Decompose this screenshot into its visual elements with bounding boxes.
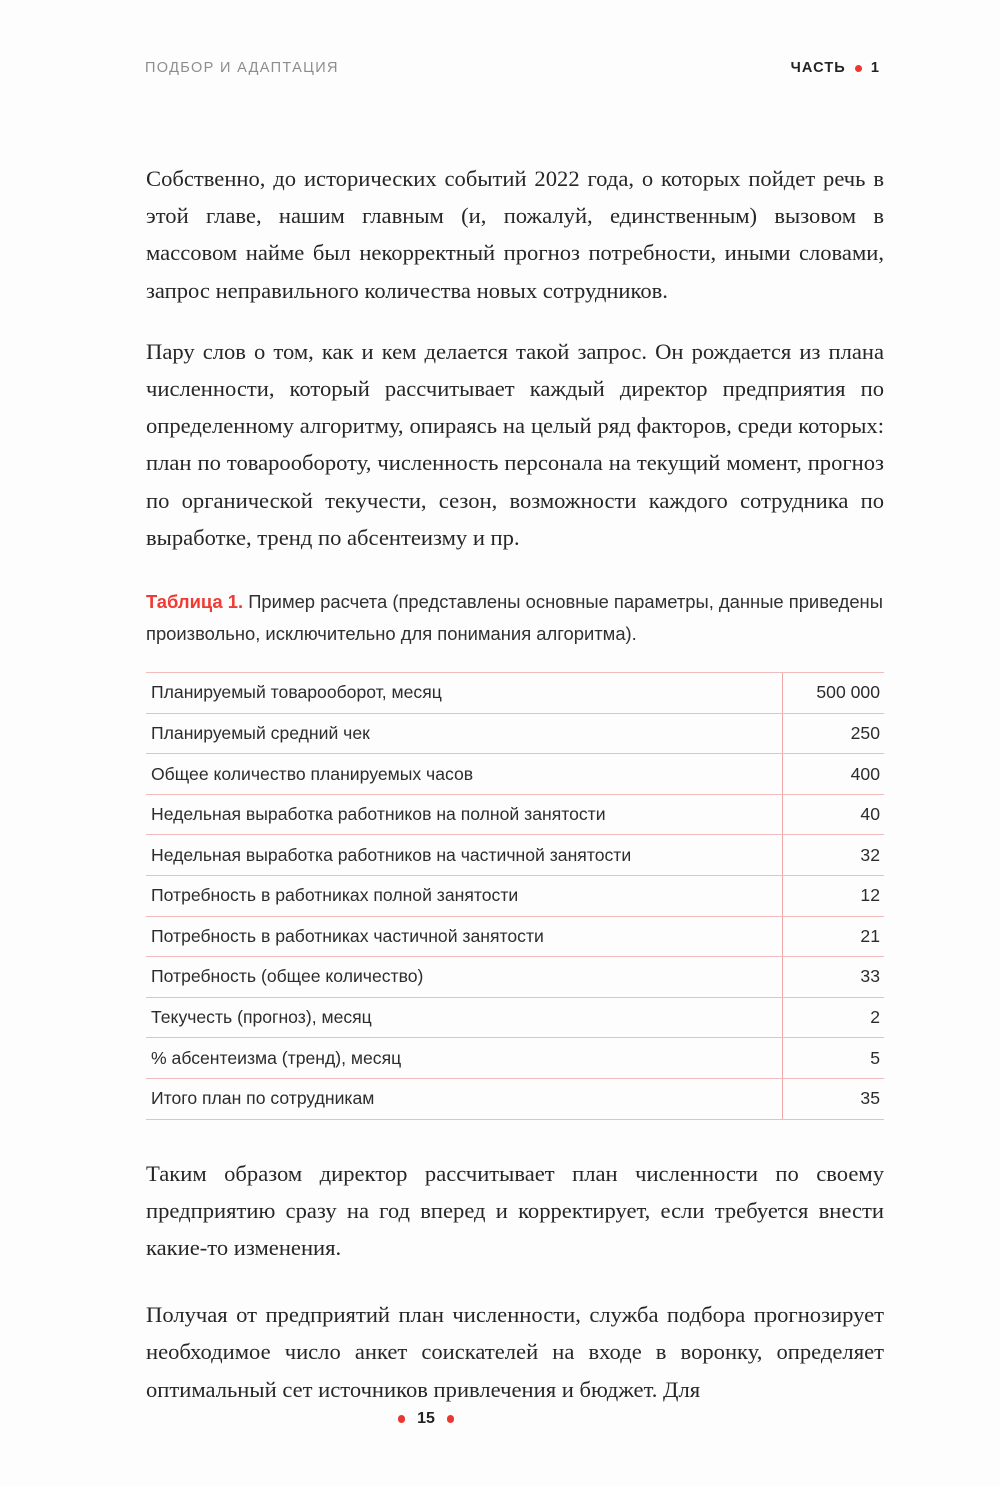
running-head — [145, 57, 880, 79]
red-dot-icon — [398, 1415, 406, 1423]
table-row — [146, 713, 884, 754]
paragraph-2: Пару слов о том, как и кем делается такой запрос. Он рождается из плана численности, который рассчитывает каждый директор предприятия по определенному алгоритму, опираясь на целый ряд факторов, среди которых: план по товарообороту, численность персонала на текущий момент, прогноз по органической текучести, сезон, возможности каждого сотрудника по выработке, тренд по абсентеизму и пр. — [146, 338, 884, 550]
table-row — [146, 754, 884, 795]
table-caption-label: Таблица 1. — [146, 591, 244, 613]
running-head-chapter-title: ПОДБОР И АДАПТАЦИЯ — [145, 60, 339, 76]
row-label: Потребность в работниках полной занятости — [146, 876, 782, 917]
row-label: Недельная выработка работников на полной занятости — [146, 794, 782, 835]
page-folio — [0, 1410, 1000, 1428]
running-head-part — [791, 60, 880, 76]
paragraph-1: Собственно, до исторических событий 2022 года, о которых пойдет речь в этой главе, нашим главным (и, пожалуй, единственным) вызовом в массовом найме был некорректный прогноз потребности, иными словами, запрос неправильного количества новых сотрудников. — [146, 166, 884, 303]
row-label: Планируемый товарооборот, месяц — [146, 673, 782, 714]
table-caption-text: Пример расчета (представлены основные параметры, данные приведены произвольно, исключительно для понимания алгоритма). — [146, 591, 883, 644]
row-value: 2 — [782, 997, 884, 1038]
row-label: Недельная выработка работников на частичной занятости — [146, 835, 782, 876]
table-caption — [146, 586, 884, 649]
table-row — [146, 1078, 884, 1119]
row-label: Итого план по сотрудникам — [146, 1078, 782, 1119]
calculation-table-body — [146, 673, 884, 1120]
paragraph-spacer — [146, 1266, 884, 1296]
table-row — [146, 916, 884, 957]
part-label: ЧАСТЬ — [790, 60, 846, 76]
table-row — [146, 997, 884, 1038]
row-label: Потребность в работниках частичной занятости — [146, 916, 782, 957]
page-number: 15 — [417, 1410, 435, 1427]
row-value: 21 — [782, 916, 884, 957]
row-label: Текучесть (прогноз), месяц — [146, 997, 782, 1038]
row-value: 32 — [782, 835, 884, 876]
row-value: 250 — [782, 713, 884, 754]
row-value: 5 — [782, 1038, 884, 1079]
calculation-table — [146, 672, 884, 1120]
row-value: 500 000 — [782, 673, 884, 714]
row-label: % абсентеизма (тренд), месяц — [146, 1038, 782, 1079]
table-row — [146, 876, 884, 917]
table-row — [146, 1038, 884, 1079]
paragraph-4: Получая от предприятий план численности, служба подбора прогнозирует необходимое число анкет соискателей на входе в воронку, определяет оптимальный сет источников привлечения и бюджет. Для — [146, 1302, 884, 1402]
table-row — [146, 957, 884, 998]
row-label: Общее количество планируемых часов — [146, 754, 782, 795]
paragraph-3: Таким образом директор рассчитывает план численности по своему предприятию сразу на год вперед и корректирует, если требуется внести какие-то изменения. — [146, 1160, 884, 1260]
part-number: 1 — [870, 60, 880, 76]
page-content — [146, 160, 884, 1408]
row-label: Потребность (общее количество) — [146, 957, 782, 998]
row-value: 400 — [782, 754, 884, 795]
paragraph-spacer — [146, 556, 884, 586]
row-label: Планируемый средний чек — [146, 713, 782, 754]
red-dot-icon — [855, 65, 862, 72]
paragraph-spacer — [146, 1120, 884, 1155]
row-value: 12 — [782, 876, 884, 917]
table-row — [146, 794, 884, 835]
table-row — [146, 673, 884, 714]
table-row — [146, 835, 884, 876]
red-dot-icon — [447, 1415, 455, 1423]
row-value: 35 — [782, 1078, 884, 1119]
row-value: 33 — [782, 957, 884, 998]
paragraph-spacer — [146, 309, 884, 333]
row-value: 40 — [782, 794, 884, 835]
